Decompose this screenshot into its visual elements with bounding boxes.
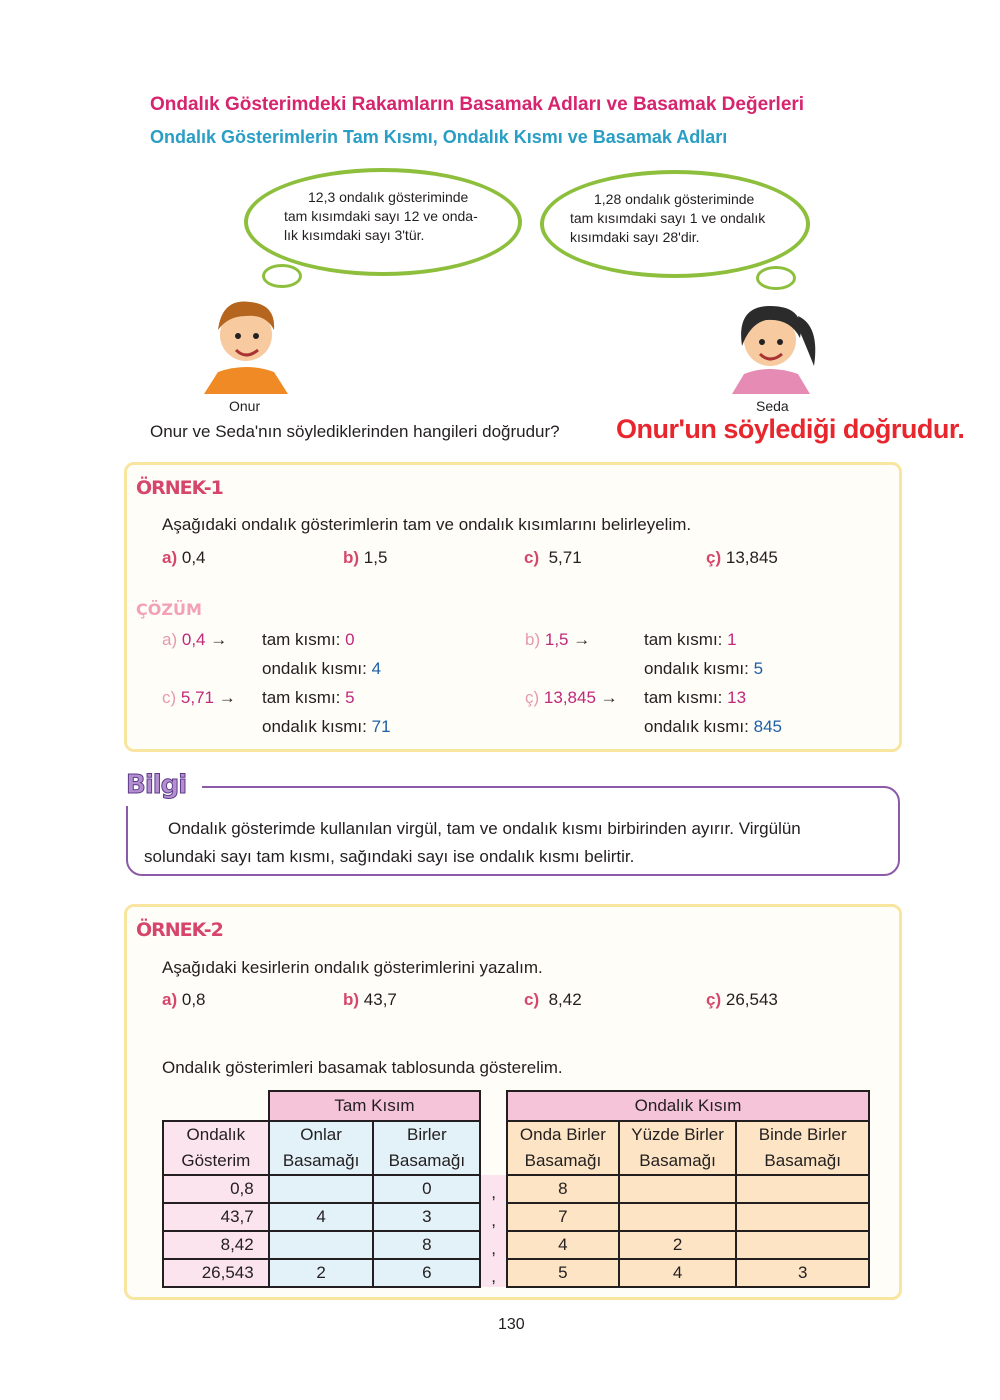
table-cell	[736, 1175, 869, 1203]
bubble-line: tam kısımdaki sayı 12 ve onda-	[284, 208, 478, 224]
example-1-instruction: Aşağıdaki ondalık gösterimlerin tam ve ondalık kısımlarını belirleyelim.	[162, 515, 692, 534]
example-2-item: a) 0,8	[162, 990, 206, 1009]
table-cell: 0	[373, 1175, 480, 1203]
table-cell	[269, 1175, 374, 1203]
example-2-item: b) 43,7	[343, 990, 397, 1009]
section-subtitle: Ondalık Gösterimlerin Tam Kısmı, Ondalık Kısmı ve Basamak Adları	[150, 127, 728, 147]
column-header: Onda Birler Basamağı	[507, 1121, 619, 1175]
example-1-box	[124, 462, 902, 752]
info-text	[144, 815, 801, 871]
place-value-table	[162, 1090, 870, 1288]
table-cell: 4	[269, 1203, 374, 1231]
table-row	[163, 1203, 869, 1231]
bubble-line: tam kısımdaki sayı 1 ve ondalık	[570, 210, 766, 226]
group-header-tam: Tam Kısım	[269, 1091, 481, 1121]
handwritten-answer: Onur'un söylediği doğrudur.	[616, 414, 965, 444]
example-2-instruction: Aşağıdaki kesirlerin ondalık gösterimlerini yazalım.	[162, 958, 543, 977]
table-cell: 5	[507, 1259, 619, 1287]
table-cell	[619, 1203, 737, 1231]
bubble-text-onur	[284, 188, 478, 245]
solution-c-ondalik: ondalık kısmı: 71	[262, 717, 391, 736]
table-cell: 8,42	[163, 1231, 269, 1259]
example-1-item: a) 0,4	[162, 548, 206, 567]
example-2-item: c) 8,42	[524, 990, 582, 1009]
example-2-title: ÖRNEK-2	[136, 919, 223, 941]
example-1-item: c) 5,71	[524, 548, 582, 567]
solution-title: ÇÖZÜM	[136, 600, 202, 619]
table-cell: 7	[507, 1203, 619, 1231]
table-cell: 43,7	[163, 1203, 269, 1231]
table-cell	[619, 1175, 737, 1203]
solution-b-ondalik: ondalık kısmı: 5	[644, 659, 764, 678]
example-1-title: ÖRNEK-1	[136, 477, 223, 499]
solution-cc-tam: tam kısmı: 13	[644, 688, 747, 707]
bubble-line: lık kısımdaki sayı 3'tür.	[284, 227, 425, 243]
solution-b: b) 1,5 →	[525, 630, 591, 649]
solution-cc-ondalik: ondalık kısmı: 845	[644, 717, 782, 736]
example-1-item: b) 1,5	[343, 548, 388, 567]
bubble-tail	[262, 264, 302, 288]
solution-cc: ç) 13,845 →	[525, 688, 618, 707]
info-line: solundaki sayı tam kısmı, sağındaki sayı ise ondalık kısmı belirtir.	[144, 847, 635, 866]
example-1-item: ç) 13,845	[706, 548, 778, 567]
table-row	[163, 1175, 869, 1203]
solution-c-tam: tam kısmı: 5	[262, 688, 355, 707]
decimal-separator: ,	[480, 1175, 507, 1203]
table-cell: 3	[373, 1203, 480, 1231]
info-line: Ondalık gösterimde kullanılan virgül, tam ve ondalık kısmı birbirinden ayırır. Virgülün	[168, 819, 801, 838]
decimal-separator: ,	[480, 1203, 507, 1231]
table-cell: 2	[269, 1259, 374, 1287]
example-2-item: ç) 26,543	[706, 990, 778, 1009]
solution-a-ondalik: ondalık kısmı: 4	[262, 659, 382, 678]
solution-c: c) 5,71 →	[162, 688, 236, 707]
decimal-separator: ,	[480, 1259, 507, 1287]
bubble-text-seda	[570, 190, 765, 247]
table-cell	[736, 1203, 869, 1231]
table-cell	[736, 1231, 869, 1259]
table-cell: 8	[507, 1175, 619, 1203]
table-cell: 4	[619, 1259, 737, 1287]
solution-a: a) 0,4 →	[162, 630, 228, 649]
example-2-solution-intro: Ondalık gösterimleri basamak tablosunda gösterelim.	[162, 1058, 563, 1077]
speaker-name-onur: Onur	[229, 398, 261, 414]
question-text: Onur ve Seda'nın söylediklerinden hangileri doğrudur?	[150, 422, 560, 441]
info-title: Bilgi	[126, 770, 187, 800]
bubble-line: kısımdaki sayı 28'dir.	[570, 229, 700, 245]
table-cell: 6	[373, 1259, 480, 1287]
solution-b-tam: tam kısmı: 1	[644, 630, 737, 649]
bubble-line: 1,28 ondalık gösteriminde	[594, 191, 755, 207]
group-header-ondalik: Ondalık Kısım	[507, 1091, 869, 1121]
decimal-separator: ,	[480, 1231, 507, 1259]
bubble-tail	[756, 266, 796, 290]
column-header: Birler Basamağı	[373, 1121, 480, 1175]
girl-illustration	[722, 296, 822, 394]
column-header: Binde Birler Basamağı	[736, 1121, 869, 1175]
speaker-name-seda: Seda	[756, 398, 789, 414]
table-row	[163, 1259, 869, 1287]
table-row	[163, 1231, 869, 1259]
column-header: Yüzde Birler Basamağı	[619, 1121, 737, 1175]
column-header: Ondalık Gösterim	[163, 1121, 269, 1175]
boy-illustration	[196, 290, 296, 394]
solution-a-tam: tam kısmı: 0	[262, 630, 355, 649]
table-cell: 0,8	[163, 1175, 269, 1203]
page-number: 130	[498, 1316, 525, 1333]
table-cell: 3	[736, 1259, 869, 1287]
column-header: Onlar Basamağı	[269, 1121, 374, 1175]
table-cell: 4	[507, 1231, 619, 1259]
table-cell: 8	[373, 1231, 480, 1259]
bubble-line: 12,3 ondalık gösteriminde	[308, 189, 469, 205]
table-cell	[269, 1231, 374, 1259]
page-title: Ondalık Gösterimdeki Rakamların Basamak Adları ve Basamak Değerleri	[150, 94, 805, 115]
table-cell: 2	[619, 1231, 737, 1259]
table-cell: 26,543	[163, 1259, 269, 1287]
